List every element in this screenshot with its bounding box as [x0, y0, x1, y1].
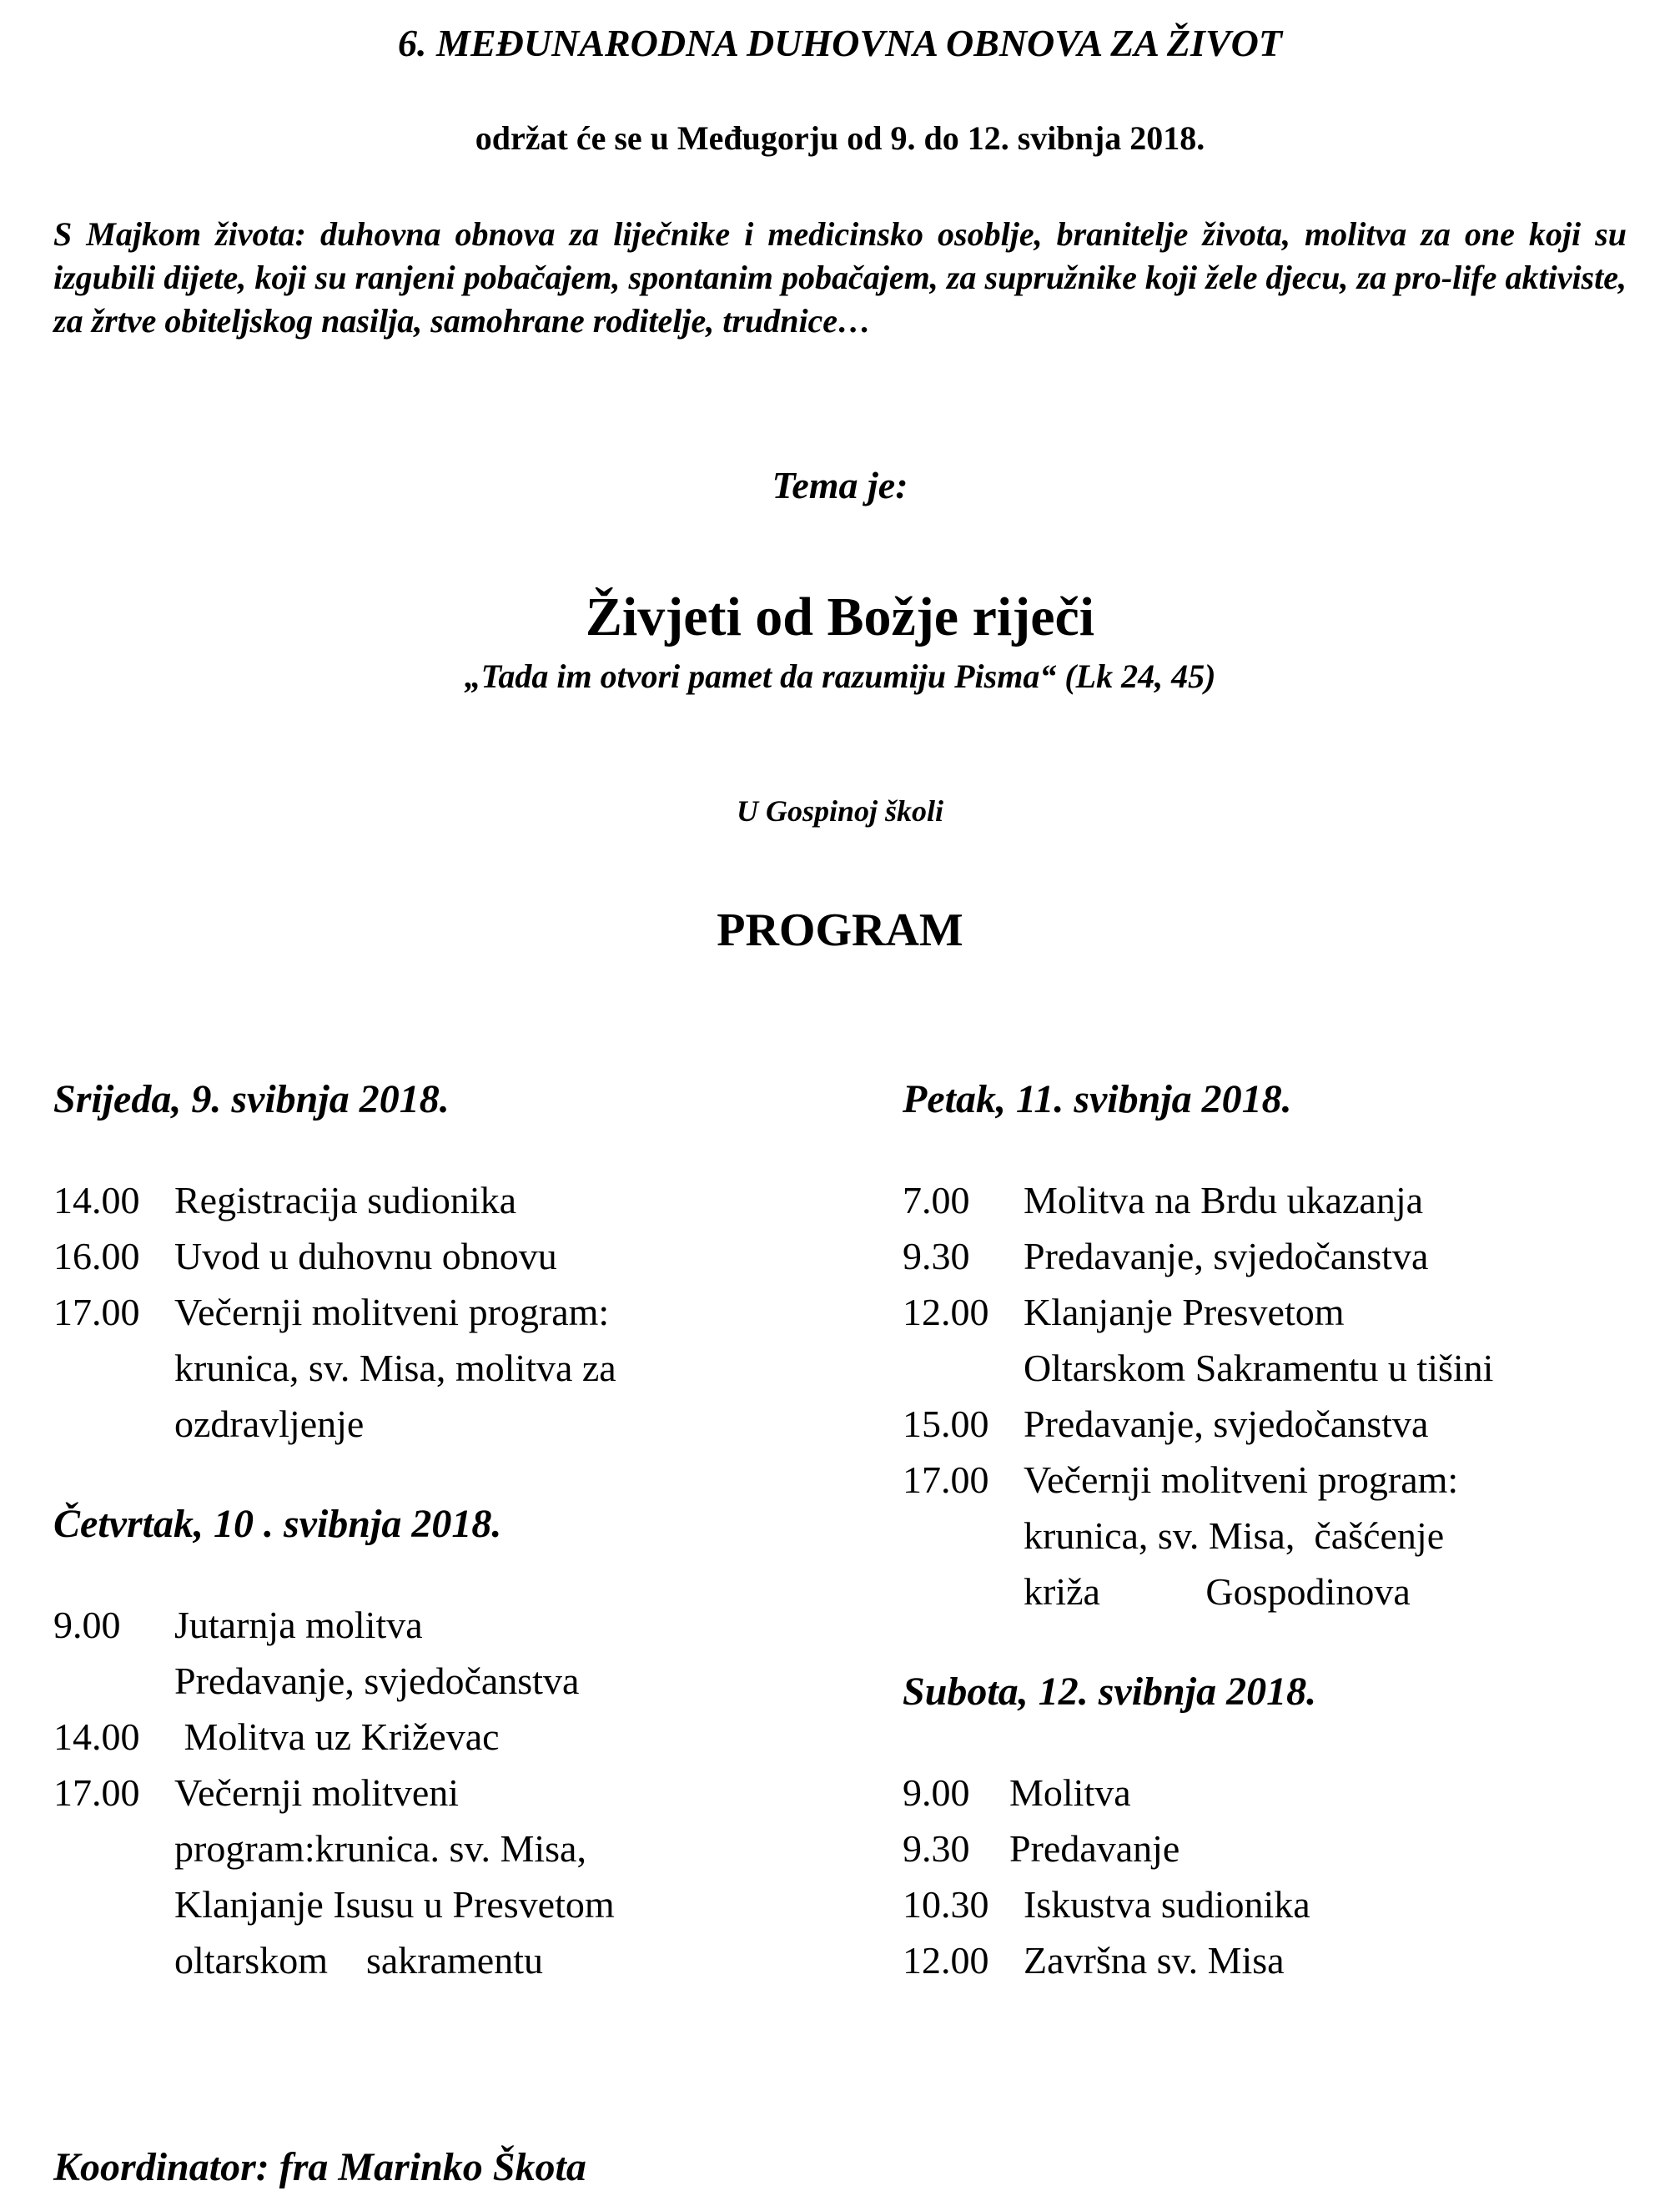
schedule-time-blank [53, 1653, 174, 1709]
schedule-time: 12.00 [903, 1291, 989, 1333]
schedule-item [53, 1709, 821, 1765]
theme-quote: „Tada im otvori pamet da razumiju Pisma“ (Lk 24, 45) [464, 657, 1216, 695]
schedule-item-continuation [903, 1340, 1653, 1396]
schedule-text: Iskustva sudionika [1024, 1883, 1310, 1926]
schedule-time: 7.00 [903, 1179, 970, 1221]
schedule-time: 14.00 [53, 1179, 140, 1221]
school-label: U Gospinoj školi [736, 794, 944, 828]
theme-label: Tema je: [772, 464, 908, 506]
schedule-text: krunica, sv. Misa, čašćenje [1024, 1514, 1445, 1557]
schedule-item-continuation [903, 1508, 1653, 1564]
schedule-item-continuation [53, 1653, 821, 1709]
schedule-text: Predavanje [1009, 1827, 1180, 1870]
schedule-time-blank [903, 1508, 1024, 1564]
schedule-time: 10.30 [903, 1883, 989, 1926]
schedule-text: Registracija sudionika [174, 1179, 517, 1221]
schedule-item [903, 1172, 1653, 1228]
schedule-time-blank [53, 1821, 174, 1876]
schedule-item [53, 1172, 821, 1228]
schedule-item [903, 1284, 1653, 1340]
day-heading: Subota, 12. svibnja 2018. [903, 1670, 1317, 1714]
schedule-text: Klanjanje Presvetom [1024, 1291, 1345, 1333]
schedule-time: 15.00 [903, 1403, 989, 1445]
schedule-time-blank [903, 1340, 1024, 1396]
schedule-time: 9.00 [903, 1771, 970, 1814]
schedule-text: Oltarskom Sakramentu u tišini [1024, 1347, 1494, 1389]
schedule-text: Molitva uz Križevac [174, 1715, 500, 1758]
event-date-location: održat će se u Međugorju od 9. do 12. svibnja 2018. [475, 119, 1205, 157]
schedule-text: Uvod u duhovnu obnovu [174, 1235, 557, 1277]
schedule-item [903, 1932, 1653, 1988]
schedule-time-blank [53, 1340, 174, 1396]
schedule-item [53, 1228, 821, 1284]
schedule-item-continuation [53, 1396, 821, 1452]
schedule-time: 14.00 [53, 1715, 140, 1758]
schedule-time: 9.00 [53, 1604, 121, 1646]
schedule-time: 9.30 [903, 1827, 970, 1870]
schedule-time-blank [53, 1396, 174, 1452]
document-title: 6. MEĐUNARODNA DUHOVNA OBNOVA ZA ŽIVOT [398, 22, 1282, 64]
schedule-item [903, 1876, 1653, 1932]
schedule-item [903, 1765, 1653, 1821]
schedule-text: Večernji molitveni program: [174, 1291, 610, 1333]
schedule-text: Molitva [1009, 1771, 1131, 1814]
schedule-item [903, 1452, 1653, 1508]
schedule-text: ozdravljenje [174, 1403, 365, 1445]
day-heading: Petak, 11. svibnja 2018. [903, 1077, 1292, 1121]
schedule-text: križa Gospodinova [1024, 1570, 1411, 1613]
schedule-text: Večernji molitveni [174, 1771, 460, 1814]
schedule-text: Predavanje, svjedočanstva [174, 1660, 580, 1702]
schedule-left-column [53, 1072, 821, 1988]
schedule-time-blank [53, 1876, 174, 1932]
schedule-item [903, 1821, 1653, 1876]
schedule-text: Završna sv. Misa [1024, 1939, 1285, 1982]
schedule-time: 17.00 [903, 1458, 989, 1501]
schedule-item [903, 1228, 1653, 1284]
schedule-text: Jutarnja molitva [174, 1604, 423, 1646]
day-heading: Srijeda, 9. svibnja 2018. [53, 1077, 450, 1121]
schedule-text: program:krunica. sv. Misa, [174, 1827, 586, 1870]
schedule-text: krunica, sv. Misa, molitva za [174, 1347, 616, 1389]
schedule-text: Večernji molitveni program: [1024, 1458, 1459, 1501]
schedule-text: oltarskom sakramentu [174, 1939, 544, 1982]
schedule-item [53, 1765, 821, 1821]
schedule-item [53, 1597, 821, 1653]
schedule-time: 12.00 [903, 1939, 989, 1982]
schedule-text: Molitva na Brdu ukazanja [1024, 1179, 1424, 1221]
schedule-text: Predavanje, svjedočanstva [1024, 1235, 1429, 1277]
schedule-time: 17.00 [53, 1291, 140, 1333]
schedule-time-blank [903, 1564, 1024, 1619]
schedule-time: 17.00 [53, 1771, 140, 1814]
program-heading: PROGRAM [717, 904, 963, 956]
schedule-item-continuation [53, 1876, 821, 1932]
schedule-right-column [903, 1072, 1653, 1988]
intro-paragraph: S Majkom života: duhovna obnova za liječnike i medicinsko osoblje, branitelje života, molitva za one koji su izgubili dijete, koji su ranjeni pobačajem, spontanim pobačajem, za supružnike koji žele djecu, za pro-life aktiviste, za žrtve obiteljskog nasilja, samohrane roditelje, trudnice… [53, 215, 1627, 340]
day-heading: Četvrtak, 10 . svibnja 2018. [53, 1502, 502, 1546]
schedule-time: 16.00 [53, 1235, 140, 1277]
schedule-time: 9.30 [903, 1235, 970, 1277]
schedule-item [903, 1396, 1653, 1452]
schedule-text: Klanjanje Isusu u Presvetom [174, 1883, 615, 1926]
schedule-time-blank [53, 1932, 174, 1988]
schedule-item-continuation [53, 1340, 821, 1396]
schedule-item-continuation [53, 1932, 821, 1988]
schedule-item-continuation [903, 1564, 1653, 1619]
schedule-text: Predavanje, svjedočanstva [1024, 1403, 1429, 1445]
theme-title: Živjeti od Božje riječi [585, 587, 1095, 647]
schedule-item-continuation [53, 1821, 821, 1876]
schedule-item [53, 1284, 821, 1340]
coordinator-line: Koordinator: fra Marinko Škota [53, 2145, 586, 2189]
